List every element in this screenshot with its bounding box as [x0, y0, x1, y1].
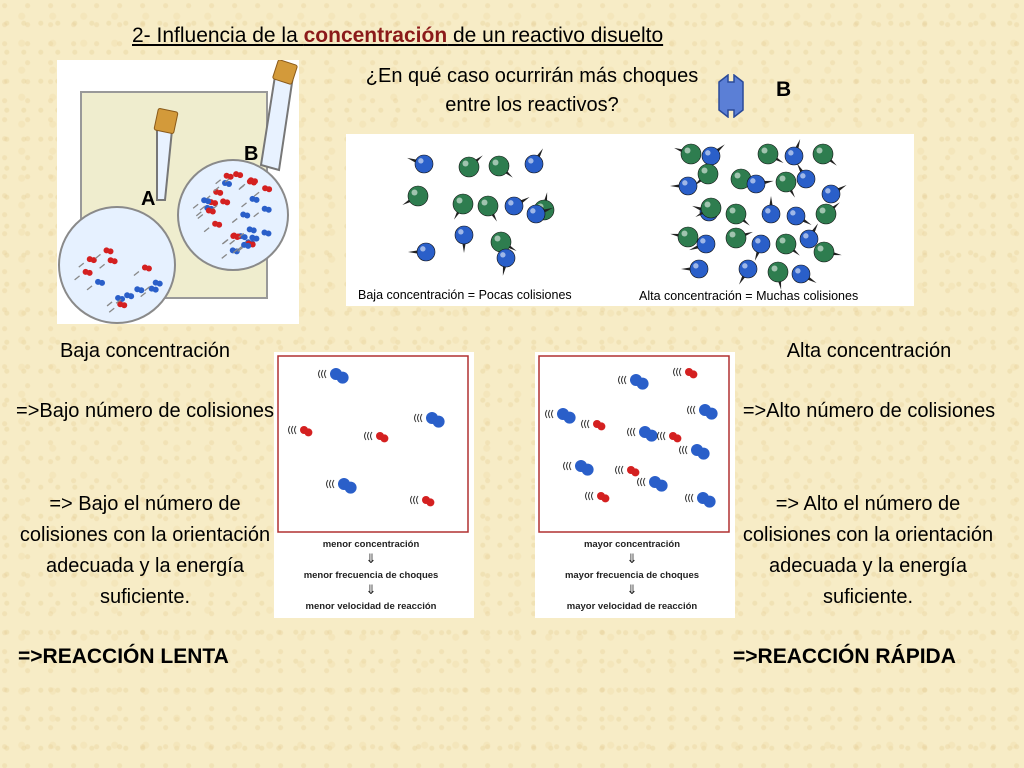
down-arrow-icon: ⇓: [365, 582, 377, 597]
right-line2: => Alto el número de colisiones con la orientación adecuada y la energía suficiente.: [742, 493, 994, 608]
low-caption-3: menor velocidad de reacción: [305, 601, 437, 612]
low-concentration-box: [274, 352, 474, 618]
right-line1: =>Alto número de colisiones: [742, 400, 996, 422]
question-text: ¿En qué caso ocurrirán más choques entre los reactivos?: [365, 65, 699, 116]
right-heading: Alta concentración: [786, 340, 952, 362]
flask-a-label: A: [141, 188, 156, 210]
high-concentration-box: [535, 352, 735, 618]
double-arrow-icon: [716, 74, 746, 118]
down-arrow-icon: ⇓: [626, 582, 638, 597]
high-caption-2: mayor frecuencia de choques: [564, 570, 700, 581]
low-caption-2: menor frecuencia de choques: [303, 570, 439, 581]
title-prefix: 2- Influencia de la: [132, 24, 304, 47]
left-conclusion: =>REACCIÓN LENTA: [18, 645, 229, 668]
left-line2: => Bajo el número de colisiones con la orientación adecuada y la energía suficiente.: [19, 493, 271, 608]
slide-title: [132, 24, 663, 48]
answer-label: B: [776, 78, 792, 101]
down-arrow-icon: ⇓: [365, 551, 377, 566]
low-collision-caption: Baja concentración = Pocas colisiones: [358, 288, 572, 302]
flask-b-label: B: [244, 143, 259, 165]
title-keyword: concentración: [303, 24, 448, 47]
title-suffix: de un reactivo disuelto: [447, 24, 664, 47]
high-caption-1: mayor concentración: [583, 539, 681, 550]
high-caption-3: mayor velocidad de reacción: [566, 601, 698, 612]
down-arrow-icon: ⇓: [626, 551, 638, 566]
left-heading: Baja concentración: [59, 340, 231, 362]
left-line1: =>Bajo número de colisiones: [16, 400, 274, 422]
high-collision-caption: Alta concentración = Muchas colisiones: [639, 289, 859, 303]
right-conclusion: =>REACCIÓN RÁPIDA: [733, 645, 956, 668]
flasks-illustration: [57, 60, 299, 324]
low-caption-1: menor concentración: [322, 539, 420, 550]
collision-illustration: [346, 134, 914, 306]
